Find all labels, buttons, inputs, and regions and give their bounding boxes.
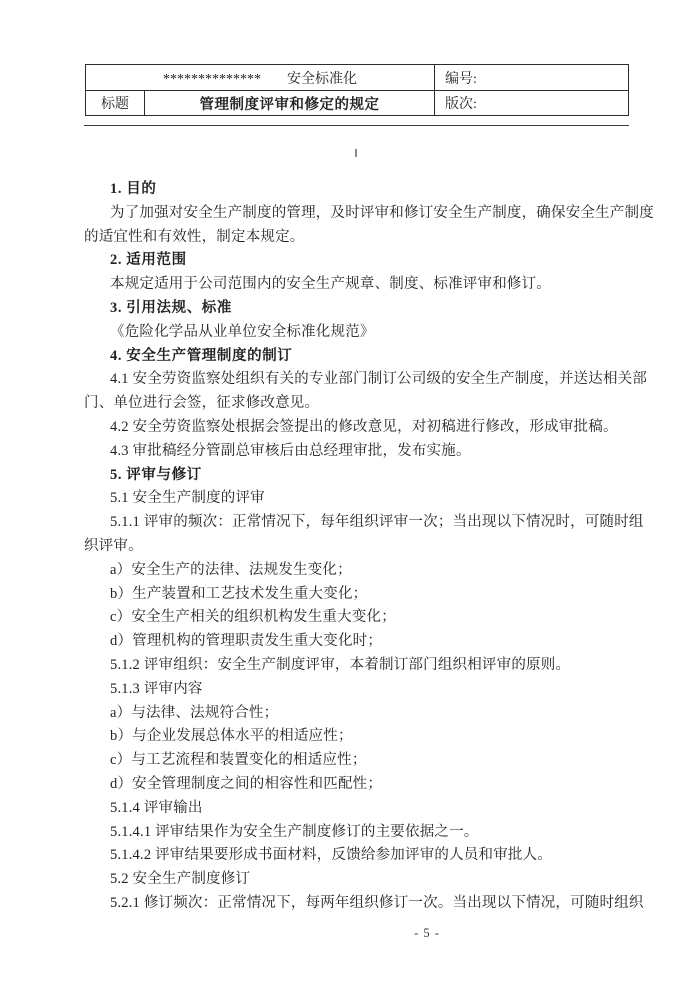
document-line: 5.2 安全生产制度修订: [110, 871, 251, 888]
document-line: 1. 目的: [110, 181, 157, 197]
header-row-2: [86, 91, 629, 116]
document-line: 的适宜性和有效性，制定本规定。: [84, 228, 305, 245]
document-line: 4.3 审批稿经分管副总审核后由总经理审批，发布实施。: [110, 442, 471, 459]
document-line: 5.1.2 评审组织：安全生产制度评审，本着制订部门组织相评审的原则。: [110, 656, 571, 673]
document-line: 织评审。: [84, 537, 143, 554]
document-line: 2. 适用范围: [110, 252, 187, 269]
document-line: 5.1.4.2 评审结果要形成书面材料，反馈给参加评审的人员和审批人。: [110, 847, 552, 864]
system-name-text: 安全标准化: [287, 71, 357, 87]
document-line: 5.1.4 评审输出: [110, 799, 203, 816]
document-line: 5.1.1 评审的频次：正常情况下，每年组织评审一次；当出现以下情况时，可随时组: [110, 514, 644, 531]
page-number: - 5 -: [414, 926, 440, 940]
version-label-cell: 版次:: [435, 91, 629, 116]
document-line: 5.1 安全生产制度的评审: [110, 490, 265, 507]
document-line: 门、单位进行会签，征求修改意见。: [84, 395, 320, 412]
document-line: 为了加强对安全生产制度的管理，及时评审和修订安全生产制度，确保安全生产制度: [110, 204, 654, 221]
document-line: a）与法律、法规符合性；: [110, 704, 279, 721]
document-line: 《危险化学品从业单位安全标准化规范》: [110, 323, 375, 340]
document-line: 5.2.1 修订频次：正常情况下，每两年组织修订一次。当出现以下情况，可随时组织: [110, 894, 644, 911]
company-system-cell: [86, 65, 435, 91]
header-table: [85, 64, 629, 116]
document-body: [84, 178, 654, 916]
document-line: 4.1 安全劳资监察处组织有关的专业部门制订公司级的安全生产制度，并送达相关部: [110, 371, 648, 388]
document-title: 管理制度评审和修定的规定: [145, 91, 435, 116]
title-label-cell: 标题: [86, 91, 145, 116]
document-line: 5.1.4.1 评审结果作为安全生产制度修订的主要依据之一。: [110, 823, 479, 840]
document-line: 4.2 安全劳资监察处根据会签提出的修改意见，对初稿进行修改，形成审批稿。: [110, 418, 618, 435]
document-line: d）管理机构的管理职责发生重大变化时；: [110, 633, 383, 650]
document-line: c）与工艺流程和装置变化的相适应性；: [110, 752, 367, 769]
header-divider-rule: [84, 125, 629, 126]
document-line: d）安全管理制度之间的相容性和匹配性；: [110, 775, 383, 792]
document-line: 4. 安全生产管理制度的制订: [110, 347, 293, 364]
header-row-1: [86, 65, 629, 91]
document-line: 本规定适用于公司范围内的安全生产规章、制度、标准评审和修订。: [110, 276, 551, 293]
code-label-cell: 编号:: [435, 65, 629, 91]
document-line: 5.1.3 评审内容: [110, 680, 203, 697]
document-line: 5. 评审与修订: [110, 466, 202, 483]
document-line: a）安全生产的法律、法规发生变化；: [110, 561, 352, 578]
document-line: b）与企业发展总体水平的相适应性；: [110, 728, 353, 745]
document-line: 3. 引用法规、标准: [110, 299, 232, 316]
stray-tick-mark: [355, 149, 357, 157]
company-masked-text: **************: [163, 71, 261, 87]
document-line: b）生产装置和工艺技术发生重大变化；: [110, 585, 368, 602]
document-line: c）安全生产相关的组织机构发生重大变化；: [110, 609, 396, 626]
